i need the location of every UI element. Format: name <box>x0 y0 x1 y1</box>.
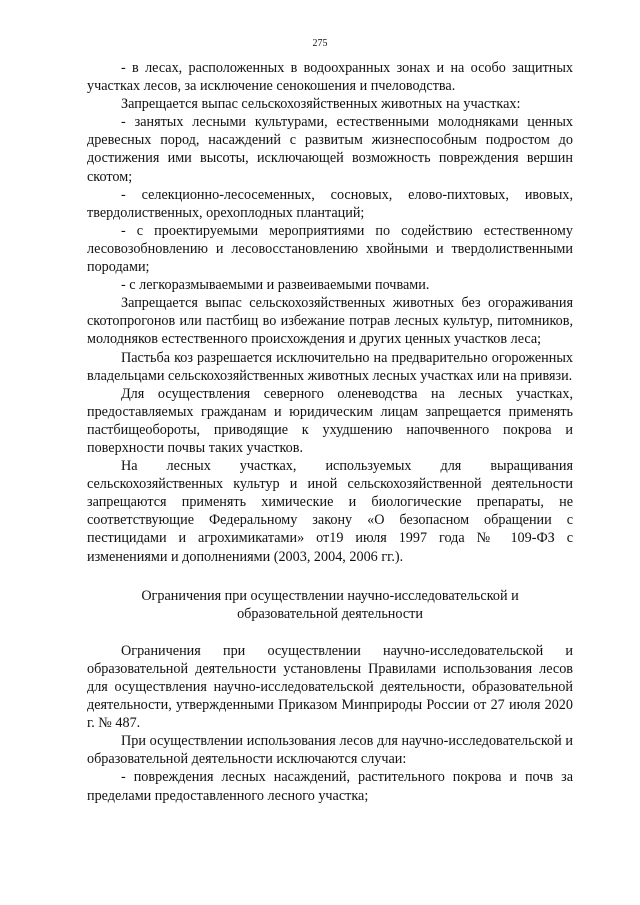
page-number: 275 <box>312 38 328 49</box>
paragraph: На лесных участках, используемых для выращивания сельскохозяйственных культур и иной сельскохозяйственной деятельности запрещаются применять химические и биологические препараты, не соответствующие Федеральному закону «О безопасном обращении с пестицидами и агрохимикатами» от19 июля 1997 года № 109-ФЗ с изменениями и дополнениями (2003, 2004, 2006 гг.). <box>87 458 573 565</box>
paragraph: Ограничения при осуществлении научно-исследовательской и образовательной деятельности установлены Правилами использования лесов для осуществления научно-исследовательской деятельности, образовательной деятельности, утвержденными Приказом Минприроды России от 27 июля 2020 г. № 487. <box>87 642 573 732</box>
paragraph: Для осуществления северного оленеводства на лесных участках, предоставляемых гражданам и юридическим лицам запрещается применять пастбищеобороты, приводящие к ухудшению напочвенного покрова и поверхности почвы таких участков. <box>87 385 573 456</box>
paragraph: - занятых лесными культурами, естественными молодняками ценных древесных пород, насаждений с развитым жизнеспособным подростом до достижения ими высоты, исключающей возможность повреждения вершин скотом; <box>87 114 573 185</box>
body-text <box>87 59 573 805</box>
paragraph: - с легкоразмываемыми и развеиваемыми почвами. <box>121 277 430 294</box>
paragraph: Запрещается выпас сельскохозяйственных животных на участках: <box>121 96 521 113</box>
paragraph: Запрещается выпас сельскохозяйственных животных без огораживания скотопрогонов или пастбищ во избежание потрав лесных культур, питомников, молодняков естественного происхождения и других ценных участков леса; <box>87 295 573 348</box>
paragraph: При осуществлении использования лесов для научно-исследовательской и образовательной деятельности исключаются случаи: <box>87 733 573 768</box>
section-heading: Ограничения при осуществлении научно-исследовательской и образовательной деятельности <box>141 587 519 622</box>
paragraph: - селекционно-лесосеменных, сосновых, елово-пихтовых, ивовых, твердолиственных, орехоплодных плантаций; <box>87 186 573 221</box>
paragraph: - с проектируемыми мероприятиями по содействию естественному лесовозобновлению и лесовосстановлению хвойными и твердолиственными породами; <box>87 222 573 276</box>
paragraph: Пастьба коз разрешается исключительно на предварительно огороженных владельцами сельскохозяйственных животных лесных участках или на привязи. <box>87 349 573 384</box>
paragraph: - повреждения лесных насаждений, растительного покрова и почв за пределами предоставленного лесного участка; <box>87 769 573 804</box>
paragraph: - в лесах, расположенных в водоохранных зонах и на особо защитных участках лесов, за исключение сенокошения и пчеловодства. <box>87 60 573 95</box>
